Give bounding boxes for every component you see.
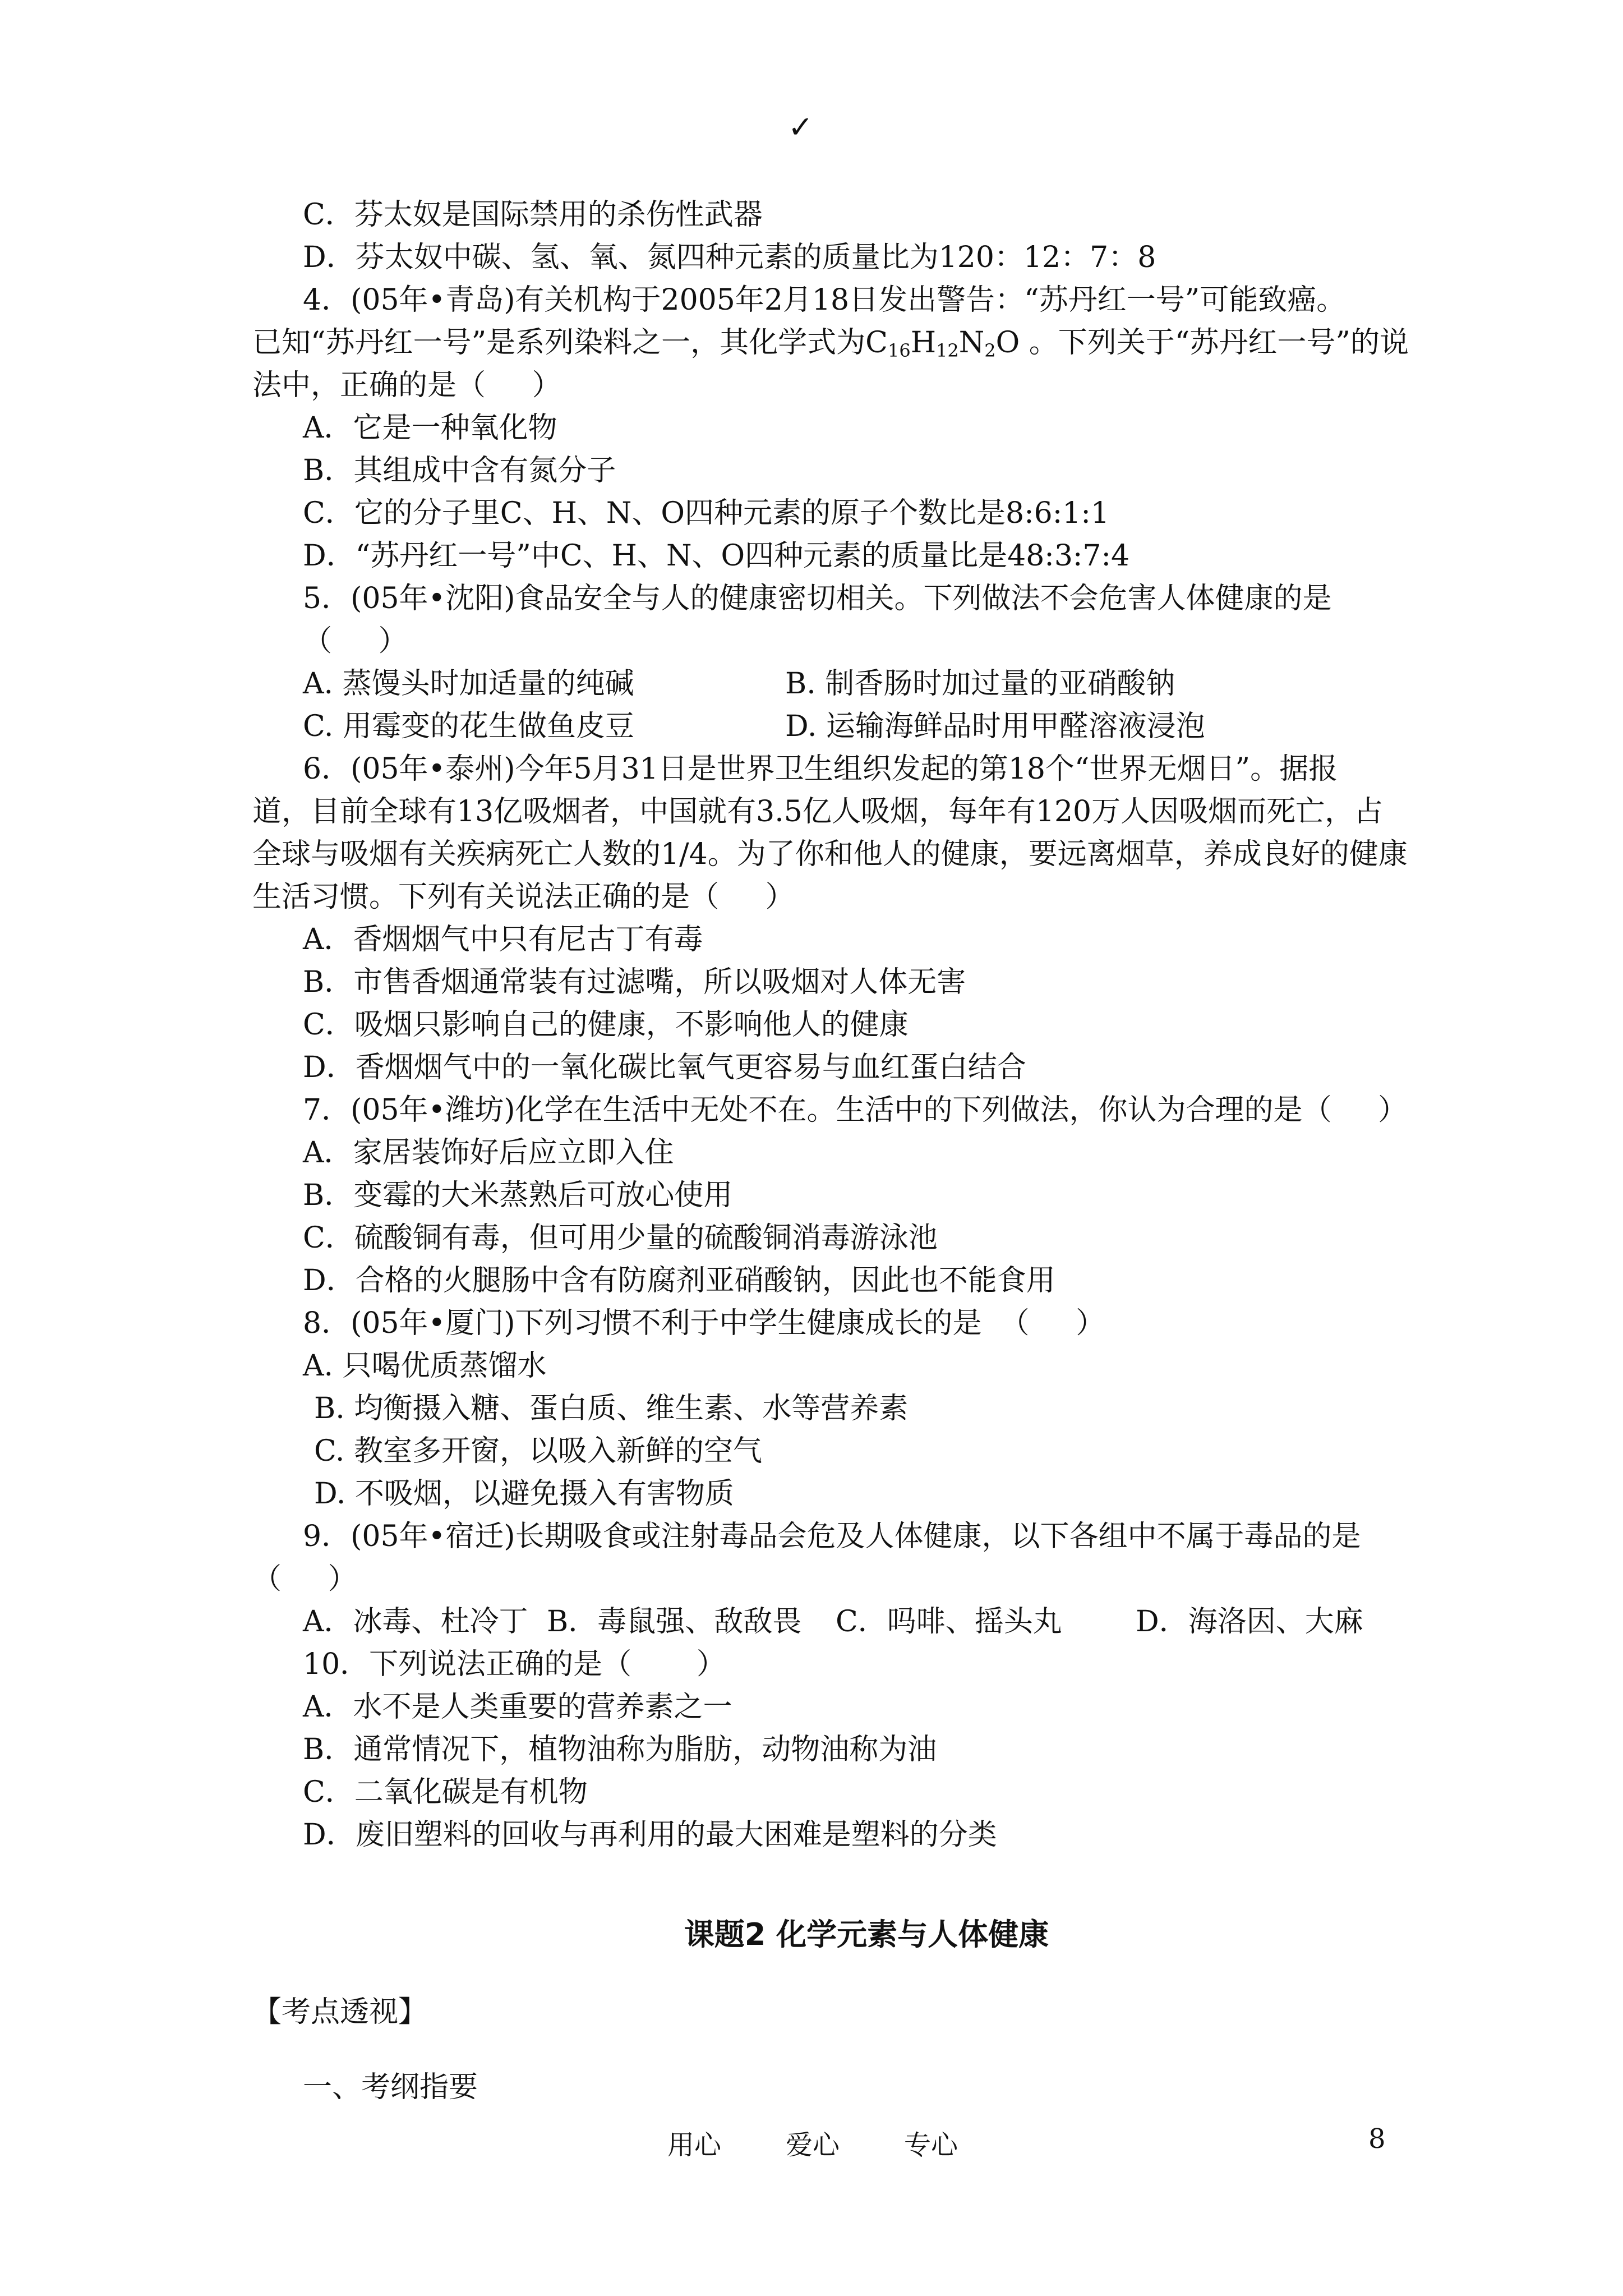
q10-option-b: B．通常情况下，植物油称为脂肪，动物油称为油 <box>303 1733 937 1766</box>
q4-stem-1: 4．(05年•青岛)有关机构于2005年2月18日发出警告：“苏丹红一号”可能致癌。 <box>303 283 1346 317</box>
q5-blank: （ ） <box>303 624 408 658</box>
q3-option-c: C．芬太奴是国际禁用的杀伤性武器 <box>303 198 763 232</box>
q6-option-b: B．市售香烟通常装有过滤嘴，所以吸烟对人体无害 <box>303 965 966 999</box>
q10-stem: 10．下列说法正确的是（ ） <box>303 1648 726 1681</box>
check-mark: ✓ <box>788 109 814 145</box>
q4-option-b: B．其组成中含有氮分子 <box>303 454 616 487</box>
q4-option-c: C．它的分子里C、H、N、O四种元素的原子个数比是8:6:1:1 <box>303 496 1109 530</box>
q9-option-a: A．冰毒、杜冷丁 <box>303 1605 528 1639</box>
q6-stem-3: 全球与吸烟有关疾病死亡人数的1/4。为了你和他人的健康，要远离烟草，养成良好的健康 <box>252 838 1408 871</box>
page-content <box>252 194 1409 2109</box>
q9-stem: 9．(05年•宿迁)长期吸食或注射毒品会危及人体健康，以下各组中不属于毒品的是 <box>303 1520 1361 1553</box>
q6-option-a: A．香烟烟气中只有尼古丁有毒 <box>303 923 703 956</box>
q5-option-c: C. 用霉变的花生做鱼皮豆 <box>303 710 634 743</box>
q8-option-a: A. 只喝优质蒸馏水 <box>303 1349 547 1383</box>
q9-options <box>252 1600 1396 1643</box>
q7-option-d: D．合格的火腿肠中含有防腐剂亚硝酸钠，因此也不能食用 <box>303 1264 1055 1297</box>
q5-options-row-2 <box>252 705 1396 748</box>
q8-stem: 8．(05年•厦门)下列习惯不利于中学生健康成长的是 （ ） <box>303 1306 1105 1340</box>
chemical-formula: $C_{16}H_{12}N_2O$ <box>865 326 1020 361</box>
q5-options-row-1 <box>252 662 1396 705</box>
q6-option-c: C．吸烟只影响自己的健康，不影响他人的健康 <box>303 1008 909 1042</box>
q9-blank: （ ） <box>252 1562 357 1596</box>
q9-option-c: C．吗啡、摇头丸 <box>836 1605 1062 1639</box>
section-heading: 【考点透视】 <box>252 1995 428 2029</box>
q8-option-b: B. 均衡摄入糖、蛋白质、维生素、水等营养素 <box>314 1392 909 1425</box>
section-subheading: 一、考纲指要 <box>303 2070 478 2104</box>
section-title: 课题2 化学元素与人体健康 <box>684 1917 1049 1952</box>
q6-option-d: D．香烟烟气中的一氧化碳比氧气更容易与血红蛋白结合 <box>303 1051 1026 1084</box>
q5-stem: 5．(05年•沈阳)食品安全与人的健康密切相关。下列做法不会危害人体健康的是 <box>303 582 1332 615</box>
q4-option-d: D．“苏丹红一号”中C、H、N、O四种元素的质量比是48:3:7:4 <box>303 539 1130 573</box>
footer-text-1: 用心 <box>667 2129 722 2161</box>
q10-option-c: C．二氧化碳是有机物 <box>303 1775 588 1809</box>
q3-option-d: D．芬太奴中碳、氢、氧、氮四种元素的质量比为120：12：7：8 <box>303 241 1156 274</box>
q9-option-d: D．海洛因、大麻 <box>1136 1605 1363 1639</box>
q7-option-b: B．变霉的大米蒸熟后可放心使用 <box>303 1179 733 1212</box>
q4-stem-3: 法中，正确的是（ ） <box>252 369 561 402</box>
q6-stem-1: 6．(05年•泰州)今年5月31日是世界卫生组织发起的第18个“世界无烟日”。据报 <box>303 752 1338 786</box>
page-number: 8 <box>1368 2123 1386 2155</box>
q8-option-c: C. 教室多开窗，以吸入新鲜的空气 <box>314 1434 762 1468</box>
page-footer <box>667 2123 958 2162</box>
q9-option-b: B．毒鼠强、敌敌畏 <box>547 1605 802 1639</box>
q4-stem-2: 已知“苏丹红一号”是系列染料之一，其化学式为$C_{16}H_{12}N_2O$ 。下列关于“苏丹红一号”的说 <box>252 326 1409 361</box>
footer-text-3: 专心 <box>904 2129 958 2161</box>
q7-stem: 7．(05年•潍坊)化学在生活中无处不在。生活中的下列做法，你认为合理的是（ ） <box>303 1093 1408 1127</box>
q5-option-d: D. 运输海鲜品时用甲醛溶液浸泡 <box>785 710 1205 743</box>
q6-stem-2: 道，目前全球有13亿吸烟者，中国就有3.5亿人吸烟，每年有120万人因吸烟而死亡，占 <box>252 795 1384 829</box>
q7-option-c: C．硫酸铜有毒，但可用少量的硫酸铜消毒游泳池 <box>303 1221 938 1255</box>
q4-option-a: A．它是一种氧化物 <box>303 411 557 445</box>
q6-stem-4: 生活习惯。下列有关说法正确的是（ ） <box>252 880 795 914</box>
q10-option-a: A．水不是人类重要的营养素之一 <box>303 1690 732 1724</box>
q8-option-d: D. 不吸烟，以避免摄入有害物质 <box>314 1477 734 1511</box>
q10-option-d: D．废旧塑料的回收与再利用的最大困难是塑料的分类 <box>303 1818 997 1852</box>
q5-option-a: A. 蒸馒头时加适量的纯碱 <box>303 667 634 701</box>
footer-text-2: 爱心 <box>786 2129 840 2161</box>
q7-option-a: A．家居装饰好后应立即入住 <box>303 1136 674 1170</box>
q5-option-b: B. 制香肠时加过量的亚硝酸钠 <box>785 667 1175 701</box>
